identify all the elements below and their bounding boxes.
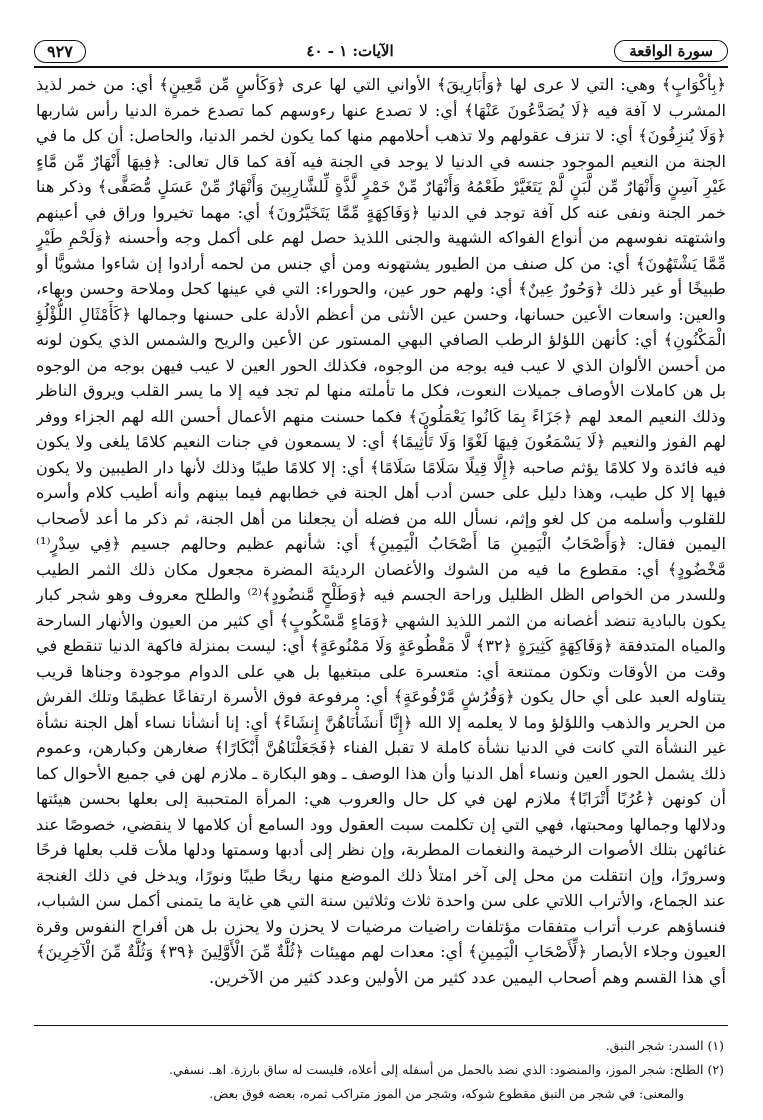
page-header: [34, 36, 728, 68]
surah-title: سورة الواقعة: [614, 40, 728, 62]
footnote-2: (٢) الطلح: شجر الموز، والمنضود: الذي نضد بالحمل من أسفله إلى أعلاه، فليست له ساق بارزة. اهـ. نسفي.: [169, 1062, 724, 1077]
ayat-range: الآيات: ١ - ٤٠: [306, 42, 394, 60]
page-number: ٩٢٧: [34, 40, 86, 63]
footnote-2-continued: والمعنى: في شجر من النبق مقطوع شوكه، وشجر من الموز متراكب ثمره، بعضه فوق بعض.: [209, 1086, 684, 1101]
footnote-divider: [34, 1025, 728, 1026]
footnote-1: (١) السدر: شجر النبق.: [605, 1038, 724, 1053]
footnotes: [40, 1034, 724, 1106]
tafsir-body: [36, 72, 726, 1017]
tafsir-paragraph: ﴿بِأَكْوَابٍ﴾ وهي: التي لا عرى لها ﴿وَأَبَارِيقَ﴾ الأواني التي لها عرى ﴿وَكَأْسٍ مِّن مَّعِينٍ﴾ أي: من خمر لذيذ المشرب لا آفة فيه ﴿لَا يُصَدَّعُونَ عَنْهَا﴾ أي: لا تصدع عنها رءوسهم كما تصدع خمرة الدنيا رأس شاربها ﴿وَلَا يُنزِفُونَ﴾ أي: لا تنزف عقولهم ولا تذهب أحلامهم منها كما يكون لخمر الدنيا، والحاصل: أن كل ما في الجنة من النعيم الموجود جنسه في الدنيا لا يوجد في الجنة فيه آفة كما قال تعالى: ﴿فِيهَا أَنْهَارٌ مِّن مَّاءٍ غَيْرِ آسِنٍ وَأَنْهَارٌ مِّن لَّبَنٍ لَّمْ يَتَغَيَّرْ طَعْمُهُ وَأَنْهَارٌ مِّنْ خَمْرٍ لَّذَّةٍ لِّلشَّارِبِينَ وَأَنْهَارٌ مِّنْ عَسَلٍ مُّصَفًّى﴾ وذكر هنا خمر الجنة ونفى عنه كل آفة توجد في الدنيا ﴿وَفَاكِهَةٍ مِّمَّا يَتَخَيَّرُونَ﴾ أي: مهما تخيروا وراق في أعينهم واشتهته نفوسهم من أنواع الفواكه الشهية والجنى اللذيذ حصل لهم على أكمل وجه وأحسنه ﴿وَلَحْمِ طَيْرٍ مِّمَّا يَشْتَهُونَ﴾ أي: من كل صنف من الطيور يشتهونه ومن أي جنس من لحمه أرادوا إن شاءوا مشويًّا أو طبيخًا أو غير ذلك ﴿وَحُورٌ عِينٌ﴾ أي: ولهم حور عين، والحوراء: التي في عينها كحل وملاحة وحسن وبهاء، والعين: واسعات الأعين حسانها، وحسن عين الأنثى من أعظم الأدلة على حسنها وجمالها ﴿كَأَمْثَالِ اللُّؤْلُؤِ الْمَكْنُونِ﴾ أي: كأنهن اللؤلؤ الرطب الصافي البهي المستور عن الأعين والريح والشمس الذي يكون لونه من أحسن الألوان الذي لا عيب فيه بوجه من الوجوه، فكذلك الحور العين لا عيب فيهن بوجه من الوجوه بل هن كاملات الأوصاف جميلات النعوت، فكل ما تأملته منها لم تجد فيه إلا ما يسر القلب ويروق الناظر وذلك النعيم المعد لهم ﴿جَزَاءً بِمَا كَانُوا يَعْمَلُونَ﴾ فكما حسنت منهم الأعمال أحسن الله لهم الجزاء ووفر لهم الفوز والنعيم ﴿لَا يَسْمَعُونَ فِيهَا لَغْوًا وَلَا تَأْثِيمًا﴾ أي: لا يسمعون في جنات النعيم كلامًا يلغى ولا يكون فيه فائدة ولا كلامًا يؤثم صاحبه ﴿إِلَّا قِيلًا سَلَامًا سَلَامًا﴾ أي: إلا كلامًا طيبًا وذلك لأنها دار الطيبين ولا يكون فيها إلا كل طيب، وهذا دليل على حسن أدب أهل الجنة في خطابهم فيما بينهم وأنه أطيب كلام وأسره للقلوب وأسلمه من كل لغو وإثم، نسأل الله من فضله أن يجعلنا من أهل الجنة، ثم ذكر ما أعد لأصحاب اليمين فقال: ﴿وَأَصْحَابُ الْيَمِينِ مَا أَصْحَابُ الْيَمِينِ﴾ أي: شأنهم عظيم وحالهم جسيم ﴿فِي سِدْرٍ⁽¹⁾ مَّخْضُودٍ﴾ أي: مقطوع ما فيه من الشوك والأغصان الرديئة المضرة مجعول مكان ذلك الثمر الطيب وللسدر من الخواص الظل الظليل وراحة الجسم فيه ﴿وَطَلْحٍ مَّنضُودٍ﴾⁽²⁾ والطلح معروف وهو شجر كبار يكون بالبادية تنضد أغصانه من الثمر اللذيذ الشهي ﴿وَمَاءٍ مَّسْكُوبٍ﴾ أي كثير من العيون والأنهار السارحة والمياه المتدفقة ﴿وَفَاكِهَةٍ كَثِيرَةٍ ﴿٣٢﴾ لَّا مَقْطُوعَةٍ وَلَا مَمْنُوعَةٍ﴾ أي: ليست بمنزلة فاكهة الدنيا تنقطع في وقت من الأوقات وتكون ممتنعة أي: متعسرة على مبتغيها بل هي على الدوام موجودة وجناها قريب يتناوله العبد على أي حال يكون ﴿وَفُرُشٍ مَّرْفُوعَةٍ﴾ أي: مرفوعة فوق الأسرة ارتفاعًا عظيمًا وتلك الفرش من الحرير والذهب واللؤلؤ وما لا يعلمه إلا الله ﴿إِنَّا أَنشَأْنَاهُنَّ إِنشَاءً﴾ أي: إنا أنشأنا نساء أهل الجنة نشأة غير النشأة التي كانت في الدنيا نشأة كاملة لا تقبل الفناء ﴿فَجَعَلْنَاهُنَّ أَبْكَارًا﴾ صغارهن وكبارهن، وعموم ذلك يشمل الحور العين ونساء أهل الدنيا وأن هذا الوصف ـ وهو البكارة ـ ملازم لهن في جميع الأحوال كما أن كونهن ﴿عُرُبًا أَتْرَابًا﴾ ملازم لهن في كل حال والعروب هي: المرأة المتحببة إلى بعلها بحسن هيئتها ودلالها وجمالها ومحبتها، فهي التي إن تكلمت سبت العقول وود السامع أن كلامها لا ينقضي، خصوصًا عند غنائهن بتلك الأصوات الرخيمة والنغمات المطربة، وإن نظر إلى أدبها وسمتها ودلها ملأت قلب بعلها فرحًا وسرورًا، وإن انتقلت من محل إلى آخر امتلأ ذلك الموضع منها ريحًا طيبًا ونورًا، ويدخل في ذلك الغنجة عند الجماع، والأتراب اللاتي على سن واحدة ثلاث وثلاثين سنة التي هي غاية ما يتمنى أكمل سن الشباب، فنساؤهم عرب أتراب متفقات مؤتلفات راضيات مرضيات لا يحزن ولا يحزن بل هن أفراح النفوس وقرة العيون وجلاء الأبصار ﴿لِّأَصْحَابِ الْيَمِينِ﴾ أي: معدات لهم مهيئات ﴿ثُلَّةٌ مِّنَ الْأَوَّلِينَ ﴿٣٩﴾ وَثُلَّةٌ مِّنَ الْآخِرِينَ﴾ أي هذا القسم وهم أصحاب اليمين عدد كثير من الأولين وعدد كثير من الآخرين.: [36, 75, 726, 987]
